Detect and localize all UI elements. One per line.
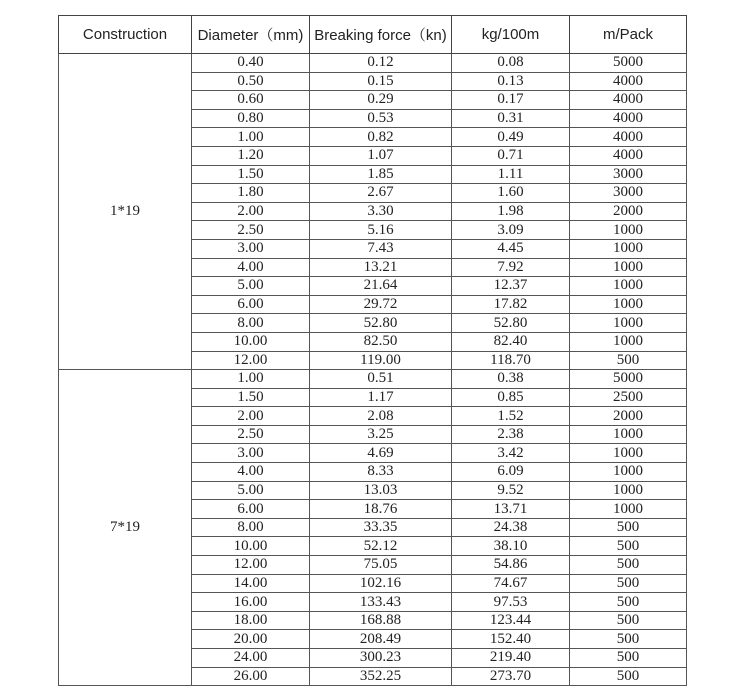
- pack-length-cell: 4000: [570, 128, 687, 147]
- breaking-force-cell: 0.53: [310, 109, 452, 128]
- pack-length-cell: 500: [570, 611, 687, 630]
- breaking-force-cell: 75.05: [310, 556, 452, 575]
- weight-cell: 97.53: [452, 593, 570, 612]
- weight-cell: 12.37: [452, 277, 570, 296]
- diameter-cell: 20.00: [192, 630, 310, 649]
- spec-table: [58, 15, 687, 686]
- construction-cell: 1*19: [59, 54, 192, 370]
- diameter-cell: 18.00: [192, 611, 310, 630]
- breaking-force-cell: 1.85: [310, 165, 452, 184]
- pack-length-cell: 500: [570, 518, 687, 537]
- weight-cell: 1.11: [452, 165, 570, 184]
- diameter-cell: 8.00: [192, 314, 310, 333]
- diameter-cell: 3.00: [192, 239, 310, 258]
- diameter-cell: 2.00: [192, 407, 310, 426]
- pack-length-cell: 1000: [570, 258, 687, 277]
- breaking-force-cell: 0.29: [310, 91, 452, 110]
- pack-length-cell: 1000: [570, 332, 687, 351]
- diameter-cell: 26.00: [192, 667, 310, 686]
- header-row: [59, 16, 687, 54]
- diameter-cell: 16.00: [192, 593, 310, 612]
- diameter-cell: 0.40: [192, 54, 310, 73]
- diameter-cell: 0.50: [192, 72, 310, 91]
- header-construction: Construction: [59, 16, 192, 54]
- breaking-force-cell: 82.50: [310, 332, 452, 351]
- diameter-cell: 0.60: [192, 91, 310, 110]
- diameter-cell: 1.00: [192, 128, 310, 147]
- weight-cell: 54.86: [452, 556, 570, 575]
- weight-cell: 9.52: [452, 481, 570, 500]
- weight-cell: 152.40: [452, 630, 570, 649]
- pack-length-cell: 1000: [570, 481, 687, 500]
- diameter-cell: 1.50: [192, 165, 310, 184]
- pack-length-cell: 3000: [570, 165, 687, 184]
- diameter-cell: 10.00: [192, 332, 310, 351]
- breaking-force-cell: 4.69: [310, 444, 452, 463]
- weight-cell: 118.70: [452, 351, 570, 370]
- breaking-force-cell: 8.33: [310, 463, 452, 482]
- diameter-cell: 14.00: [192, 574, 310, 593]
- breaking-force-cell: 21.64: [310, 277, 452, 296]
- breaking-force-cell: 1.17: [310, 388, 452, 407]
- header-breaking-force: Breaking force（kn): [310, 16, 452, 54]
- breaking-force-cell: 102.16: [310, 574, 452, 593]
- diameter-cell: 2.00: [192, 202, 310, 221]
- weight-cell: 38.10: [452, 537, 570, 556]
- breaking-force-cell: 29.72: [310, 295, 452, 314]
- diameter-cell: 4.00: [192, 463, 310, 482]
- weight-cell: 2.38: [452, 425, 570, 444]
- breaking-force-cell: 168.88: [310, 611, 452, 630]
- pack-length-cell: 1000: [570, 444, 687, 463]
- weight-cell: 1.60: [452, 184, 570, 203]
- diameter-cell: 12.00: [192, 556, 310, 575]
- pack-length-cell: 500: [570, 351, 687, 370]
- pack-length-cell: 1000: [570, 463, 687, 482]
- pack-length-cell: 500: [570, 556, 687, 575]
- weight-cell: 4.45: [452, 239, 570, 258]
- breaking-force-cell: 0.82: [310, 128, 452, 147]
- weight-cell: 0.08: [452, 54, 570, 73]
- header-pack-length: m/Pack: [570, 16, 687, 54]
- weight-cell: 3.09: [452, 221, 570, 240]
- breaking-force-cell: 119.00: [310, 351, 452, 370]
- pack-length-cell: 1000: [570, 221, 687, 240]
- weight-cell: 13.71: [452, 500, 570, 519]
- weight-cell: 0.85: [452, 388, 570, 407]
- pack-length-cell: 3000: [570, 184, 687, 203]
- weight-cell: 74.67: [452, 574, 570, 593]
- weight-cell: 7.92: [452, 258, 570, 277]
- breaking-force-cell: 2.67: [310, 184, 452, 203]
- pack-length-cell: 1000: [570, 425, 687, 444]
- diameter-cell: 10.00: [192, 537, 310, 556]
- diameter-cell: 1.00: [192, 370, 310, 389]
- diameter-cell: 3.00: [192, 444, 310, 463]
- pack-length-cell: 5000: [570, 370, 687, 389]
- pack-length-cell: 1000: [570, 314, 687, 333]
- pack-length-cell: 4000: [570, 146, 687, 165]
- diameter-cell: 5.00: [192, 277, 310, 296]
- breaking-force-cell: 208.49: [310, 630, 452, 649]
- diameter-cell: 8.00: [192, 518, 310, 537]
- pack-length-cell: 2000: [570, 407, 687, 426]
- pack-length-cell: 4000: [570, 91, 687, 110]
- weight-cell: 1.98: [452, 202, 570, 221]
- breaking-force-cell: 2.08: [310, 407, 452, 426]
- breaking-force-cell: 1.07: [310, 146, 452, 165]
- diameter-cell: 5.00: [192, 481, 310, 500]
- pack-length-cell: 500: [570, 667, 687, 686]
- diameter-cell: 6.00: [192, 295, 310, 314]
- pack-length-cell: 500: [570, 537, 687, 556]
- breaking-force-cell: 0.15: [310, 72, 452, 91]
- breaking-force-cell: 0.51: [310, 370, 452, 389]
- pack-length-cell: 500: [570, 649, 687, 668]
- pack-length-cell: 1000: [570, 295, 687, 314]
- header-weight: kg/100m: [452, 16, 570, 54]
- weight-cell: 82.40: [452, 332, 570, 351]
- breaking-force-cell: 18.76: [310, 500, 452, 519]
- breaking-force-cell: 352.25: [310, 667, 452, 686]
- pack-length-cell: 4000: [570, 109, 687, 128]
- breaking-force-cell: 3.25: [310, 425, 452, 444]
- pack-length-cell: 500: [570, 593, 687, 612]
- diameter-cell: 2.50: [192, 425, 310, 444]
- pack-length-cell: 2500: [570, 388, 687, 407]
- weight-cell: 1.52: [452, 407, 570, 426]
- breaking-force-cell: 33.35: [310, 518, 452, 537]
- breaking-force-cell: 52.80: [310, 314, 452, 333]
- breaking-force-cell: 0.12: [310, 54, 452, 73]
- weight-cell: 273.70: [452, 667, 570, 686]
- table-body: [59, 54, 687, 686]
- breaking-force-cell: 13.21: [310, 258, 452, 277]
- weight-cell: 219.40: [452, 649, 570, 668]
- weight-cell: 52.80: [452, 314, 570, 333]
- pack-length-cell: 4000: [570, 72, 687, 91]
- weight-cell: 17.82: [452, 295, 570, 314]
- breaking-force-cell: 5.16: [310, 221, 452, 240]
- breaking-force-cell: 7.43: [310, 239, 452, 258]
- weight-cell: 0.49: [452, 128, 570, 147]
- weight-cell: 6.09: [452, 463, 570, 482]
- diameter-cell: 1.80: [192, 184, 310, 203]
- weight-cell: 24.38: [452, 518, 570, 537]
- weight-cell: 0.13: [452, 72, 570, 91]
- breaking-force-cell: 133.43: [310, 593, 452, 612]
- breaking-force-cell: 300.23: [310, 649, 452, 668]
- weight-cell: 123.44: [452, 611, 570, 630]
- construction-cell: 7*19: [59, 370, 192, 686]
- pack-length-cell: 1000: [570, 500, 687, 519]
- diameter-cell: 2.50: [192, 221, 310, 240]
- pack-length-cell: 500: [570, 630, 687, 649]
- weight-cell: 0.31: [452, 109, 570, 128]
- table-row: [59, 370, 687, 389]
- diameter-cell: 0.80: [192, 109, 310, 128]
- pack-length-cell: 1000: [570, 239, 687, 258]
- weight-cell: 3.42: [452, 444, 570, 463]
- diameter-cell: 4.00: [192, 258, 310, 277]
- weight-cell: 0.38: [452, 370, 570, 389]
- weight-cell: 0.71: [452, 146, 570, 165]
- diameter-cell: 6.00: [192, 500, 310, 519]
- diameter-cell: 1.50: [192, 388, 310, 407]
- breaking-force-cell: 3.30: [310, 202, 452, 221]
- pack-length-cell: 1000: [570, 277, 687, 296]
- pack-length-cell: 500: [570, 574, 687, 593]
- diameter-cell: 1.20: [192, 146, 310, 165]
- breaking-force-cell: 52.12: [310, 537, 452, 556]
- weight-cell: 0.17: [452, 91, 570, 110]
- table-row: [59, 54, 687, 73]
- breaking-force-cell: 13.03: [310, 481, 452, 500]
- header-diameter: Diameter（mm): [192, 16, 310, 54]
- diameter-cell: 24.00: [192, 649, 310, 668]
- pack-length-cell: 2000: [570, 202, 687, 221]
- diameter-cell: 12.00: [192, 351, 310, 370]
- pack-length-cell: 5000: [570, 54, 687, 73]
